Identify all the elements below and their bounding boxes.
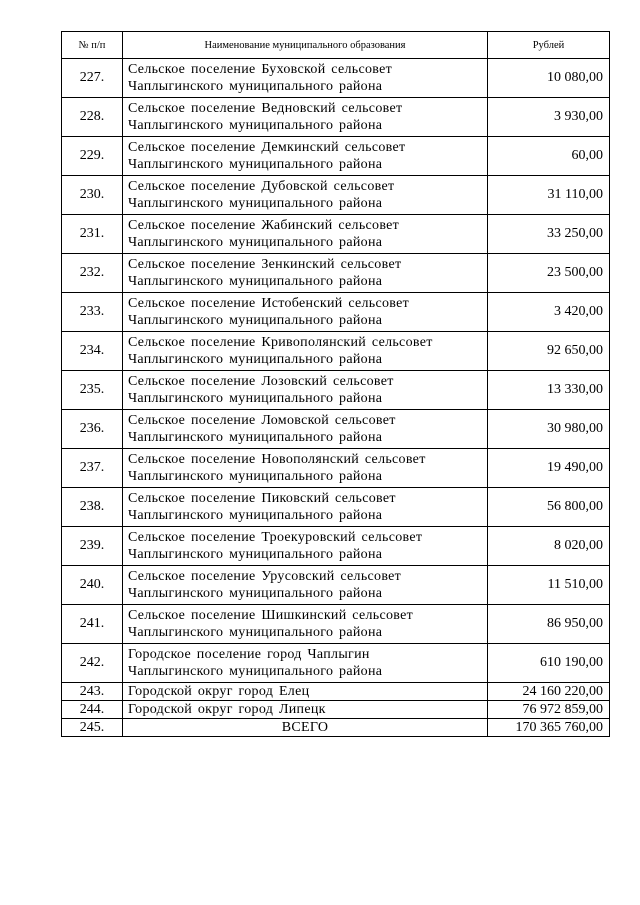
municipality-name — [123, 293, 488, 332]
table-row — [62, 527, 610, 566]
table-row — [62, 683, 610, 701]
amount: 60,00 — [488, 137, 610, 176]
name-line-2: Чаплыгинского муниципального района — [128, 586, 383, 601]
amount: 30 980,00 — [488, 410, 610, 449]
budget-table — [61, 31, 610, 737]
municipality-name: Городской округ город Липецк — [123, 701, 488, 719]
name-line-1: Сельское поселение Кривополянский сельсовет — [128, 335, 433, 350]
amount: 92 650,00 — [488, 332, 610, 371]
amount: 31 110,00 — [488, 176, 610, 215]
name-line-1: Сельское поселение Шишкинский сельсовет — [128, 608, 414, 623]
name-line-1: Сельское поселение Ведновский сельсовет — [128, 101, 403, 116]
name-line-1: Сельское поселение Демкинский сельсовет — [128, 140, 406, 155]
row-number: 232. — [62, 254, 123, 293]
table-row — [62, 332, 610, 371]
municipality-name — [123, 59, 488, 98]
name-line-2: Чаплыгинского муниципального района — [128, 157, 383, 172]
amount: 8 020,00 — [488, 527, 610, 566]
name-line-2: Чаплыгинского муниципального района — [128, 508, 383, 523]
name-line-1: Сельское поселение Троекуровский сельсовет — [128, 530, 423, 545]
table-row — [62, 59, 610, 98]
row-number: 239. — [62, 527, 123, 566]
amount: 86 950,00 — [488, 605, 610, 644]
amount: 3 930,00 — [488, 98, 610, 137]
municipality-name — [123, 137, 488, 176]
amount: 19 490,00 — [488, 449, 610, 488]
table-header-row — [62, 32, 610, 59]
name-line-2: Чаплыгинского муниципального района — [128, 664, 383, 679]
table-row — [62, 215, 610, 254]
municipality-name: Городской округ город Елец — [123, 683, 488, 701]
name-line-1: Сельское поселение Лозовский сельсовет — [128, 374, 394, 389]
table-row — [62, 254, 610, 293]
table-row — [62, 449, 610, 488]
name-line-2: Чаплыгинского муниципального района — [128, 274, 383, 289]
row-number: 241. — [62, 605, 123, 644]
table-row — [62, 488, 610, 527]
municipality-name — [123, 176, 488, 215]
table-row — [62, 605, 610, 644]
name-line-1: Сельское поселение Урусовский сельсовет — [128, 569, 402, 584]
amount: 13 330,00 — [488, 371, 610, 410]
municipality-name — [123, 332, 488, 371]
name-line-2: Чаплыгинского муниципального района — [128, 79, 383, 94]
name-line-2: Чаплыгинского муниципального района — [128, 313, 383, 328]
row-number: 242. — [62, 644, 123, 683]
amount: 610 190,00 — [488, 644, 610, 683]
table-row — [62, 176, 610, 215]
municipality-name — [123, 605, 488, 644]
row-number: 240. — [62, 566, 123, 605]
row-number: 238. — [62, 488, 123, 527]
name-line-2: Чаплыгинского муниципального района — [128, 625, 383, 640]
header-amount-rubles: Рублей — [488, 32, 610, 59]
row-number: 243. — [62, 683, 123, 701]
name-line-2: Чаплыгинского муниципального района — [128, 430, 383, 445]
amount: 33 250,00 — [488, 215, 610, 254]
row-number: 228. — [62, 98, 123, 137]
municipality-name — [123, 488, 488, 527]
table-row — [62, 701, 610, 719]
municipality-name — [123, 98, 488, 137]
amount: 76 972 859,00 — [488, 701, 610, 719]
row-number: 237. — [62, 449, 123, 488]
amount: 3 420,00 — [488, 293, 610, 332]
row-number: 245. — [62, 719, 123, 737]
municipality-name — [123, 644, 488, 683]
name-line-2: Чаплыгинского муниципального района — [128, 352, 383, 367]
table-row — [62, 293, 610, 332]
header-number: № п/п — [62, 32, 123, 59]
total-amount: 170 365 760,00 — [488, 719, 610, 737]
municipality-name — [123, 371, 488, 410]
row-number: 236. — [62, 410, 123, 449]
table-row — [62, 566, 610, 605]
row-number: 233. — [62, 293, 123, 332]
row-number: 234. — [62, 332, 123, 371]
municipality-name — [123, 566, 488, 605]
row-number: 235. — [62, 371, 123, 410]
table-row — [62, 137, 610, 176]
name-line-1: Сельское поселение Пиковский сельсовет — [128, 491, 396, 506]
name-line-1: Сельское поселение Жабинский сельсовет — [128, 218, 400, 233]
municipality-name — [123, 215, 488, 254]
name-line-2: Чаплыгинского муниципального района — [128, 118, 383, 133]
amount: 11 510,00 — [488, 566, 610, 605]
amount: 24 160 220,00 — [488, 683, 610, 701]
amount: 10 080,00 — [488, 59, 610, 98]
row-number: 229. — [62, 137, 123, 176]
row-number: 231. — [62, 215, 123, 254]
municipality-name — [123, 410, 488, 449]
table-row — [62, 98, 610, 137]
municipality-name — [123, 449, 488, 488]
amount: 56 800,00 — [488, 488, 610, 527]
table-row — [62, 371, 610, 410]
header-municipality-name: Наименование муниципального образования — [123, 32, 488, 59]
name-line-2: Чаплыгинского муниципального района — [128, 469, 383, 484]
name-line-2: Чаплыгинского муниципального района — [128, 391, 383, 406]
name-line-1: Сельское поселение Истобенский сельсовет — [128, 296, 410, 311]
name-line-1: Сельское поселение Зенкинский сельсовет — [128, 257, 402, 272]
municipality-name — [123, 254, 488, 293]
total-label: ВСЕГО — [123, 719, 488, 737]
name-line-1: Сельское поселение Новополянский сельсовет — [128, 452, 426, 467]
row-number: 244. — [62, 701, 123, 719]
name-line-1: Сельское поселение Буховской сельсовет — [128, 62, 393, 77]
row-number: 230. — [62, 176, 123, 215]
table-row — [62, 410, 610, 449]
amount: 23 500,00 — [488, 254, 610, 293]
name-line-1: Сельское поселение Дубовской сельсовет — [128, 179, 395, 194]
table-row — [62, 644, 610, 683]
name-line-1: Сельское поселение Ломовской сельсовет — [128, 413, 396, 428]
total-row — [62, 719, 610, 737]
name-line-2: Чаплыгинского муниципального района — [128, 235, 383, 250]
name-line-2: Чаплыгинского муниципального района — [128, 547, 383, 562]
name-line-1: Городское поселение город Чаплыгин — [128, 647, 370, 662]
municipality-name — [123, 527, 488, 566]
row-number: 227. — [62, 59, 123, 98]
name-line-2: Чаплыгинского муниципального района — [128, 196, 383, 211]
